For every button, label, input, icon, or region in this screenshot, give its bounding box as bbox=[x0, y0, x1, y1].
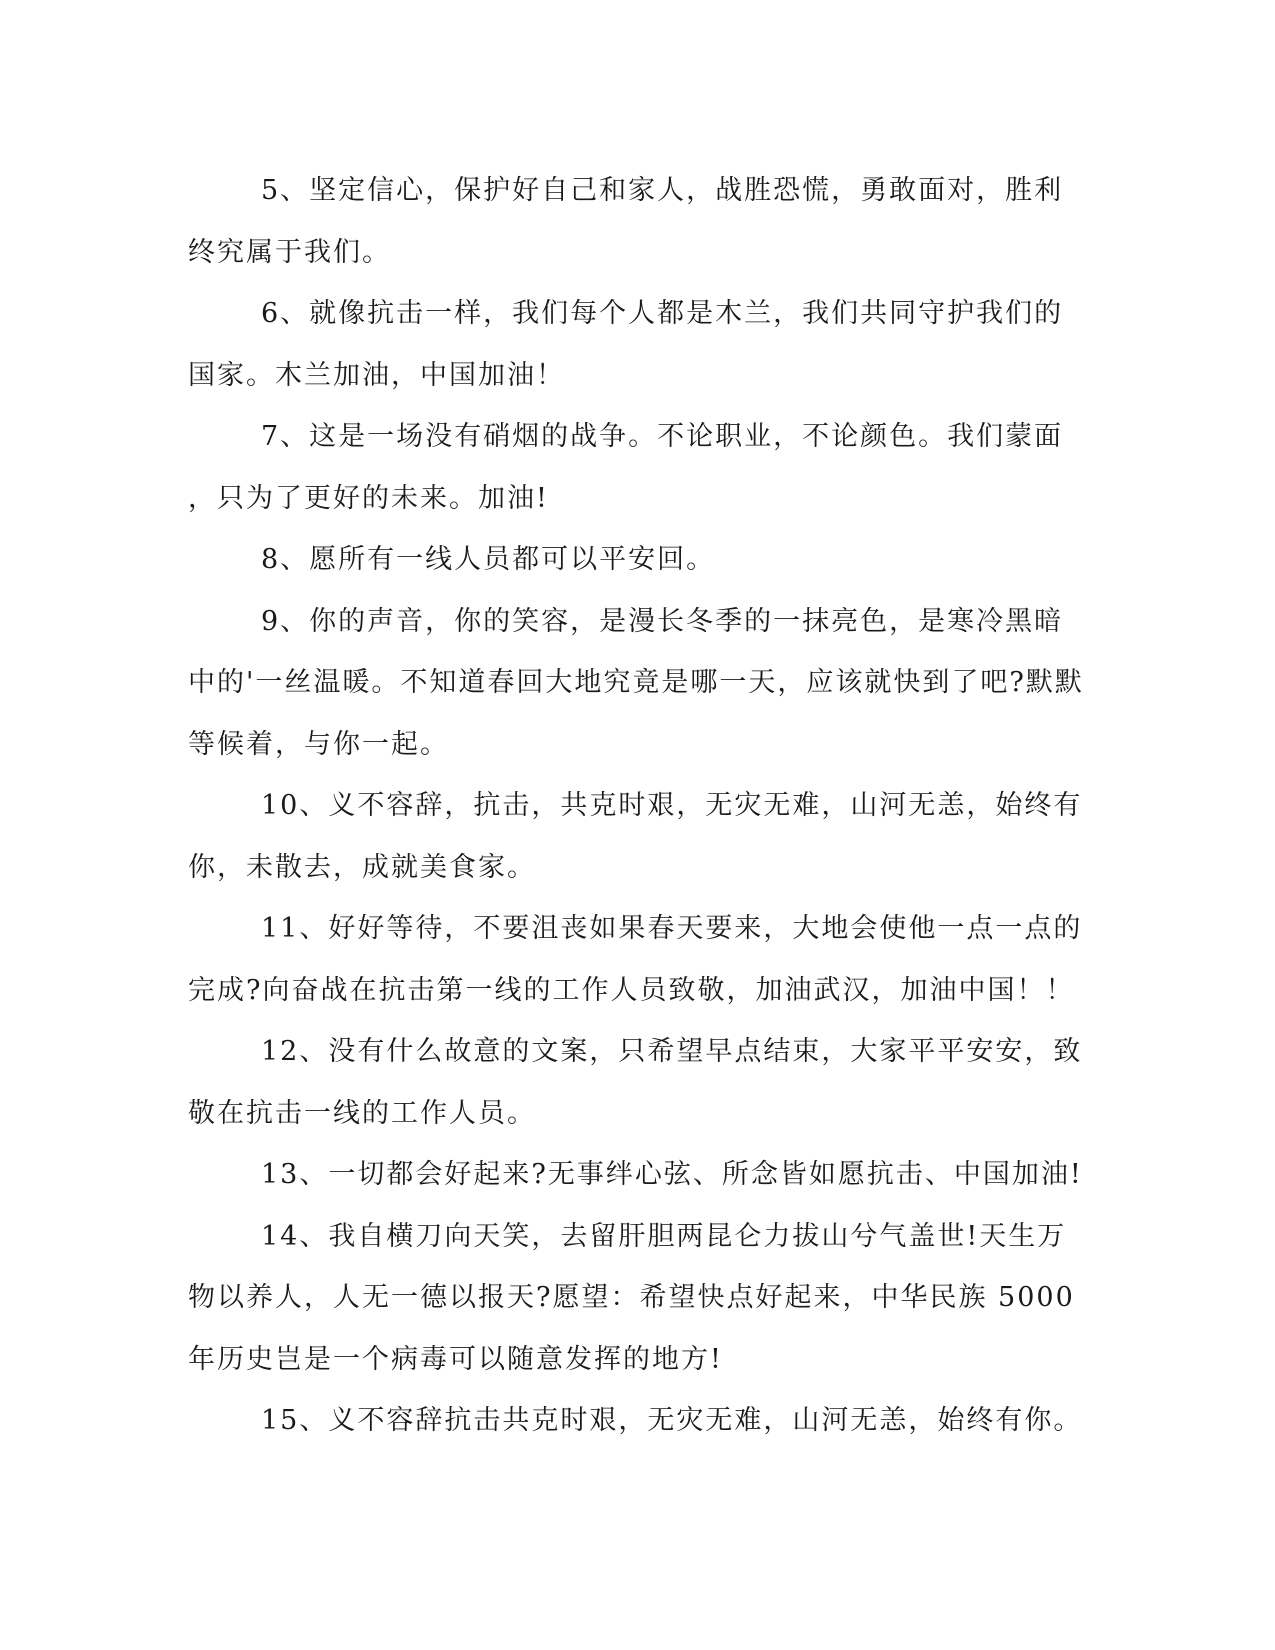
paragraph-9-line-2: 中的'一丝温暖。不知道春回大地究竟是哪一天，应该就快到了吧?默默 bbox=[188, 667, 1084, 698]
paragraph-12-line-2: 敬在抗击一线的工作人员。 bbox=[188, 1097, 536, 1129]
paragraph-11-line-2: 完成?向奋战在抗击第一线的工作人员致敬，加油武汉，加油中国！！ bbox=[188, 974, 1075, 1006]
paragraph-7-line-1: 7、这是一场没有硝烟的战争。不论职业，不论颜色。我们蒙面 bbox=[261, 421, 1064, 452]
paragraph-10-line-2: 你，未散去，成就美食家。 bbox=[188, 851, 536, 883]
paragraph-11-line-1: 11、好好等待，不要沮丧如果春天要来，大地会使他一点一点的 bbox=[261, 913, 1083, 944]
paragraph-14-line-1: 14、我自横刀向天笑，去留肝胆两昆仑力拔山兮气盖世!天生万 bbox=[261, 1220, 1067, 1252]
paragraph-6-line-2: 国家。木兰加油，中国加油！ bbox=[188, 359, 565, 391]
paragraph-5-line-1: 5、坚定信心，保护好自己和家人，战胜恐慌，勇敢面对，胜利 bbox=[261, 175, 1064, 206]
paragraph-9-line-1: 9、你的声音，你的笑容，是漫长冬季的一抹亮色，是寒冷黑暗 bbox=[261, 605, 1064, 637]
document-body bbox=[188, 160, 1084, 1452]
paragraph-15-line-1: 15、义不容辞抗击共克时艰，无灾无难，山河无恙，始终有你。 bbox=[261, 1405, 1083, 1436]
paragraph-5-line-2: 终究属于我们。 bbox=[188, 236, 391, 268]
paragraph-7-line-2: ，只为了更好的未来。加油! bbox=[188, 482, 549, 514]
paragraph-13-line-1: 13、一切都会好起来?无事绊心弦、所念皆如愿抗击、中国加油! bbox=[261, 1159, 1083, 1190]
paragraph-9-line-3: 等候着，与你一起。 bbox=[188, 728, 449, 760]
paragraph-10-line-1: 10、义不容辞，抗击，共克时艰，无灾无难，山河无恙，始终有 bbox=[261, 790, 1083, 821]
paragraph-12-line-1: 12、没有什么故意的文案，只希望早点结束，大家平平安安，致 bbox=[261, 1036, 1083, 1067]
paragraph-6-line-1: 6、就像抗击一样，我们每个人都是木兰，我们共同守护我们的 bbox=[261, 298, 1064, 329]
paragraph-8-line-1: 8、愿所有一线人员都可以平安回。 bbox=[261, 544, 716, 575]
paragraph-14-line-2: 物以养人，人无一德以报天?愿望：希望快点好起来，中华民族 5000 bbox=[188, 1282, 1075, 1313]
paragraph-14-line-3: 年历史岂是一个病毒可以随意发挥的地方! bbox=[188, 1343, 723, 1375]
